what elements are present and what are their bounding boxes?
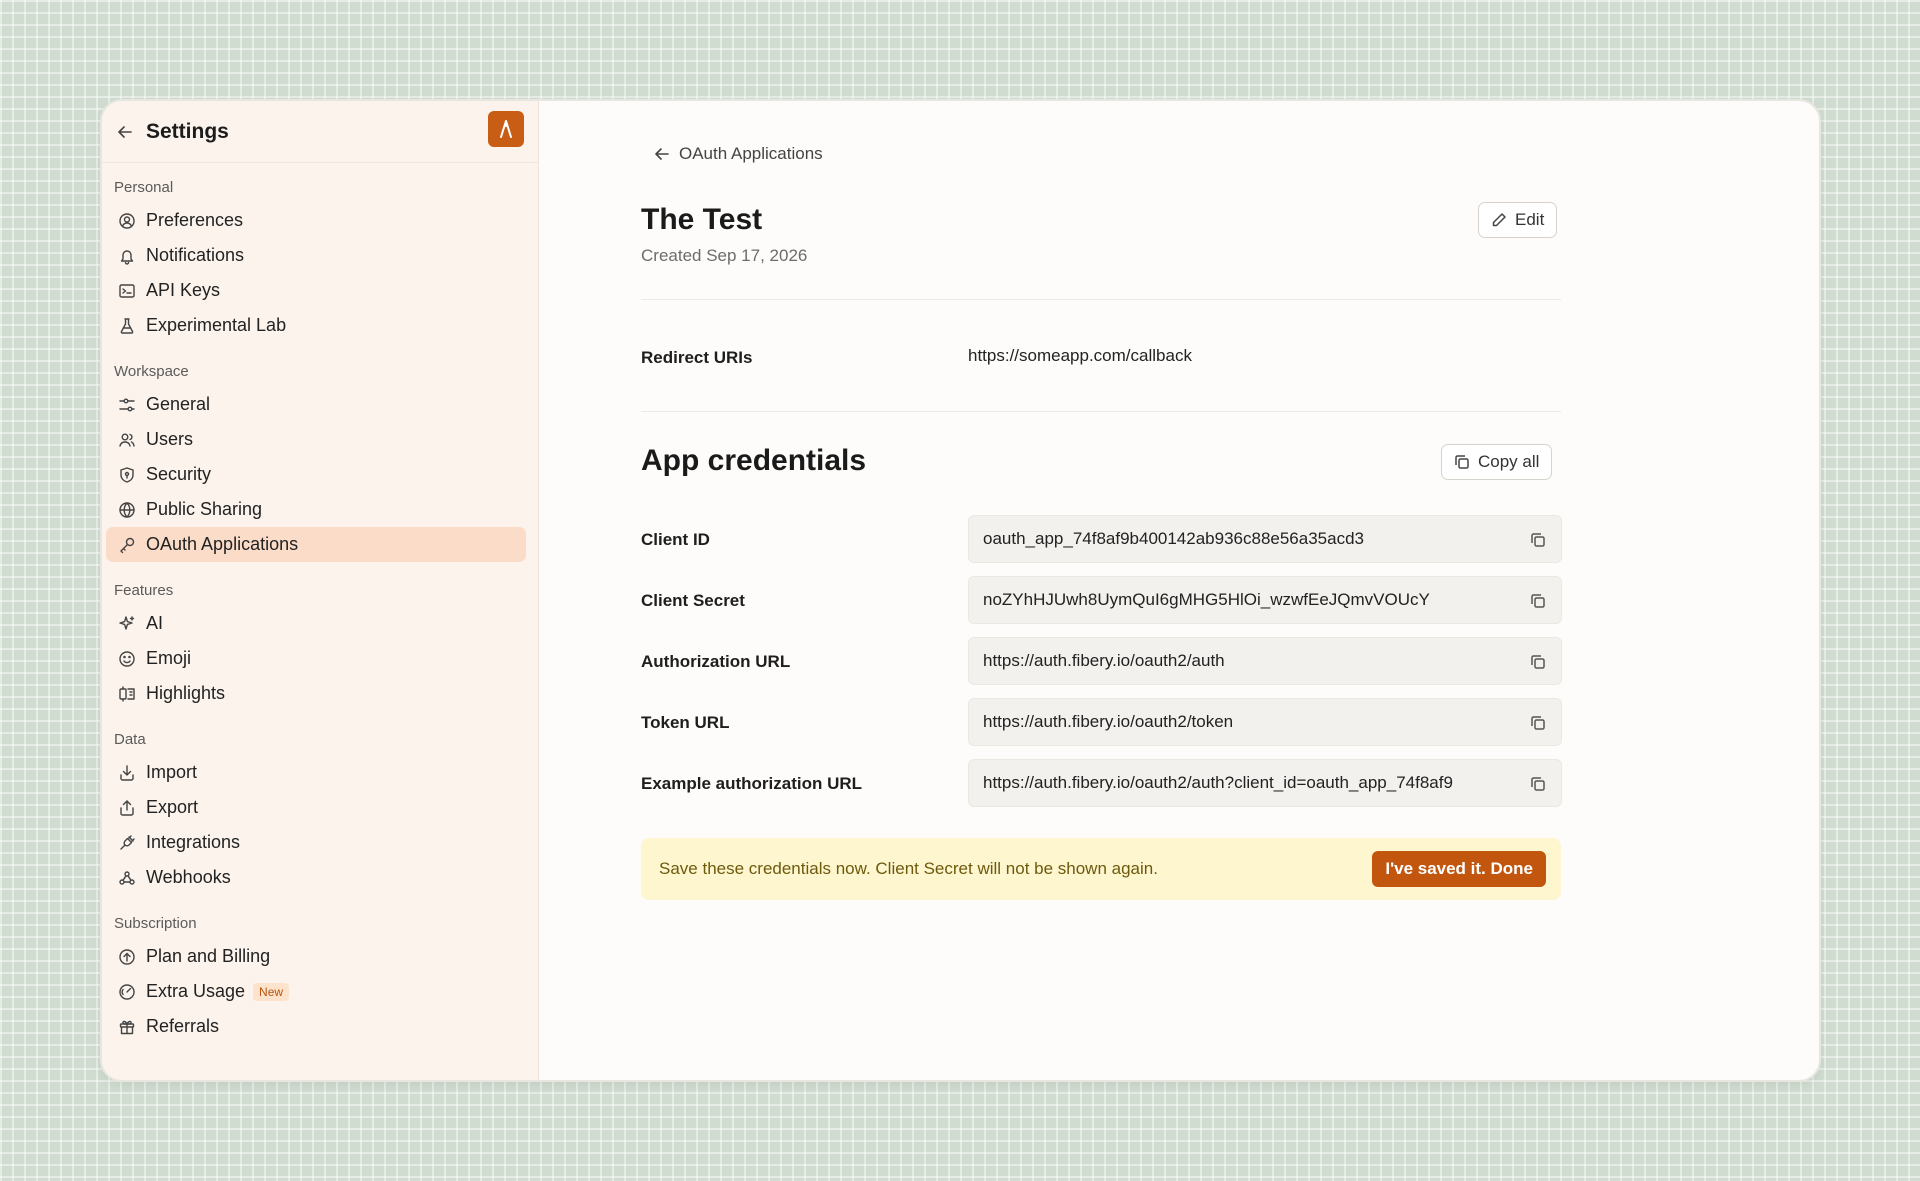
- sidebar-item-api-keys[interactable]: [106, 273, 526, 308]
- edit-label: Edit: [1515, 210, 1545, 229]
- credential-value[interactable]: https://auth.fibery.io/oauth2/auth: [983, 651, 1225, 670]
- breadcrumb-label: OAuth Applications: [679, 144, 823, 163]
- credential-label: Example authorization URL: [641, 774, 863, 793]
- credential-value[interactable]: oauth_app_74f8af9b400142ab936c88e56a35acd3: [983, 529, 1364, 548]
- credential-field[interactable]: [968, 576, 1562, 624]
- sidebar-item-label: Export: [146, 797, 199, 817]
- sidebar-nav: [102, 163, 538, 1044]
- credential-label: Client ID: [641, 530, 710, 549]
- sidebar-section-heading: Data: [114, 731, 146, 748]
- copy-all-button[interactable]: [1441, 444, 1552, 480]
- workspace-avatar[interactable]: [488, 111, 524, 147]
- user-circle-icon: [116, 210, 138, 232]
- globe-icon: [116, 499, 138, 521]
- copy-all-label: Copy all: [1478, 452, 1540, 471]
- sidebar-item-label: Import: [146, 762, 198, 782]
- plug-icon: [116, 832, 138, 854]
- credential-label: Token URL: [641, 713, 730, 732]
- sidebar-item-webhooks[interactable]: [106, 860, 526, 895]
- page-title: The Test: [641, 203, 763, 236]
- key-icon: [116, 534, 138, 556]
- copy-icon[interactable]: [1527, 529, 1549, 551]
- sidebar-section-heading: Subscription: [114, 915, 197, 932]
- sidebar-item-label: Emoji: [146, 648, 192, 668]
- sidebar-item-referrals[interactable]: [106, 1009, 526, 1044]
- sidebar-item-label: Highlights: [146, 683, 226, 703]
- gauge-icon: [116, 981, 138, 1003]
- export-icon: [116, 797, 138, 819]
- back-arrow-icon[interactable]: [114, 121, 136, 143]
- redirect-uris-label: Redirect URIs: [641, 348, 753, 367]
- sidebar-item-label: General: [146, 394, 211, 414]
- credential-label: Client Secret: [641, 591, 745, 610]
- sidebar-item-label: API Keys: [146, 280, 221, 300]
- gift-icon: [116, 1016, 138, 1038]
- main-panel: [539, 101, 1819, 1080]
- sidebar-item-label: Notifications: [146, 245, 245, 265]
- sidebar-item-notifications[interactable]: [106, 238, 526, 273]
- done-button[interactable]: I've saved it. Done: [1372, 851, 1546, 887]
- sidebar-header: [102, 101, 538, 163]
- sidebar-item-users[interactable]: [106, 422, 526, 457]
- sliders-icon: [116, 394, 138, 416]
- divider: [641, 411, 1561, 412]
- sidebar-item-label: AI: [146, 613, 164, 633]
- new-badge: New: [253, 983, 289, 1001]
- sidebar-item-general[interactable]: [106, 387, 526, 422]
- sidebar-item-emoji[interactable]: [106, 641, 526, 676]
- divider: [641, 299, 1561, 300]
- sidebar-item-oauth-applications[interactable]: [106, 527, 526, 562]
- sparkles-icon: [116, 613, 138, 635]
- sidebar-item-export[interactable]: [106, 790, 526, 825]
- sidebar-item-plan-and-billing[interactable]: [106, 939, 526, 974]
- sidebar-item-label: Plan and Billing: [146, 946, 271, 966]
- sidebar-item-label: Preferences: [146, 210, 244, 230]
- copy-icon: [1452, 452, 1472, 472]
- flask-icon: [116, 315, 138, 337]
- sidebar-item-label: Referrals: [146, 1016, 220, 1036]
- created-date: Created Sep 17, 2026: [641, 246, 808, 265]
- sidebar-item-integrations[interactable]: [106, 825, 526, 860]
- sidebar-item-security[interactable]: [106, 457, 526, 492]
- bell-icon: [116, 245, 138, 267]
- edit-button[interactable]: [1478, 202, 1557, 238]
- copy-icon[interactable]: [1527, 712, 1549, 734]
- sidebar-item-highlights[interactable]: [106, 676, 526, 711]
- sidebar-item-label: Security: [146, 464, 212, 484]
- sidebar-item-ai[interactable]: [106, 606, 526, 641]
- redirect-uris-value: https://someapp.com/callback: [968, 346, 1192, 365]
- notice-message: Save these credentials now. Client Secret will not be shown again.: [659, 859, 1158, 878]
- credential-value[interactable]: noZYhHJUwh8UymQuI6gMHG5HlOi_wzwfEeJQmvVOUcY: [983, 590, 1430, 609]
- credential-value[interactable]: https://auth.fibery.io/oauth2/auth?client_id=oauth_app_74f8af9: [983, 773, 1453, 792]
- credential-field[interactable]: [968, 637, 1562, 685]
- sidebar-item-label: Users: [146, 429, 194, 449]
- smile-icon: [116, 648, 138, 670]
- copy-icon[interactable]: [1527, 651, 1549, 673]
- credential-value[interactable]: https://auth.fibery.io/oauth2/token: [983, 712, 1234, 731]
- sidebar-item-label: Extra Usage: [146, 981, 246, 1001]
- credential-field[interactable]: [968, 759, 1562, 807]
- sidebar-item-public-sharing[interactable]: [106, 492, 526, 527]
- sidebar: [102, 101, 539, 1080]
- arrow-left-icon: [651, 143, 673, 165]
- sidebar-item-label: Experimental Lab: [146, 315, 287, 335]
- import-icon: [116, 762, 138, 784]
- sidebar-item-extra-usage[interactable]: [106, 974, 526, 1009]
- credentials-title: App credentials: [641, 444, 867, 477]
- sidebar-item-label: Public Sharing: [146, 499, 263, 519]
- sidebar-item-import[interactable]: [106, 755, 526, 790]
- arrow-up-circle-icon: [116, 946, 138, 968]
- highlights-icon: [116, 683, 138, 705]
- sidebar-section-heading: Workspace: [114, 363, 189, 380]
- sidebar-title: Settings: [146, 119, 229, 143]
- settings-window: [102, 101, 1819, 1080]
- users-icon: [116, 429, 138, 451]
- credential-label: Authorization URL: [641, 652, 791, 671]
- sidebar-item-label: Webhooks: [146, 867, 231, 887]
- webhook-icon: [116, 867, 138, 889]
- save-credentials-notice: [641, 838, 1561, 900]
- sidebar-item-label: Integrations: [146, 832, 241, 852]
- sidebar-item-experimental-lab[interactable]: [106, 308, 526, 343]
- sidebar-item-preferences[interactable]: [106, 203, 526, 238]
- copy-icon[interactable]: [1527, 590, 1549, 612]
- sidebar-section-heading: Features: [114, 582, 174, 599]
- pencil-icon: [1489, 210, 1509, 230]
- sidebar-section-heading: Personal: [114, 179, 174, 196]
- shield-icon: [116, 464, 138, 486]
- sidebar-item-label: OAuth Applications: [146, 534, 299, 554]
- copy-icon[interactable]: [1527, 773, 1549, 795]
- terminal-icon: [116, 280, 138, 302]
- credential-field[interactable]: [968, 698, 1562, 746]
- credential-field[interactable]: [968, 515, 1562, 563]
- breadcrumb-back[interactable]: [641, 143, 823, 165]
